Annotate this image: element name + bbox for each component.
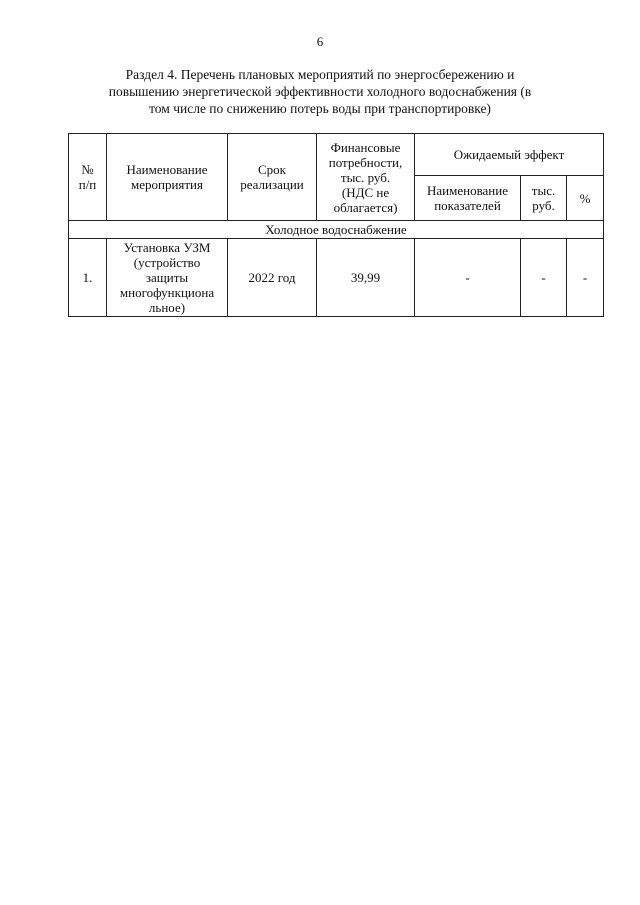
header-thousand-rub: тыс. руб. [521,176,567,221]
header-finance: Финансовые потребности, тыс. руб. (НДС не облагается) [317,134,415,221]
cell-measure-name: Установка УЗМ (устройство защиты многофункциона льное) [107,239,228,317]
cell-indicator: - [415,239,521,317]
header-measure-name: Наименование мероприятия [107,134,228,221]
header-term: Срок реализации [228,134,317,221]
cell-number: 1. [69,239,107,317]
table-row [69,239,604,317]
header-indicator-name: Наименование показателей [415,176,521,221]
header-percent: % [567,176,604,221]
header-number: № п/п [69,134,107,221]
section-title-line: повышению энергетической эффективности холодного водоснабжения (в [108,84,532,99]
cell-percent: - [567,239,604,317]
section-title [70,66,570,117]
group-cold-water: Холодное водоснабжение [69,221,604,239]
measures-table [68,133,604,317]
cell-finance: 39,99 [317,239,415,317]
page-number: 6 [316,34,324,49]
header-expected-effect: Ожидаемый эффект [415,134,604,176]
cell-thousand-rub: - [521,239,567,317]
section-title-line: том числе по снижению потерь воды при транспортировке) [149,101,491,116]
section-title-line: Раздел 4. Перечень плановых мероприятий по энергосбережению и [125,67,515,82]
group-row [69,221,604,239]
cell-term: 2022 год [228,239,317,317]
